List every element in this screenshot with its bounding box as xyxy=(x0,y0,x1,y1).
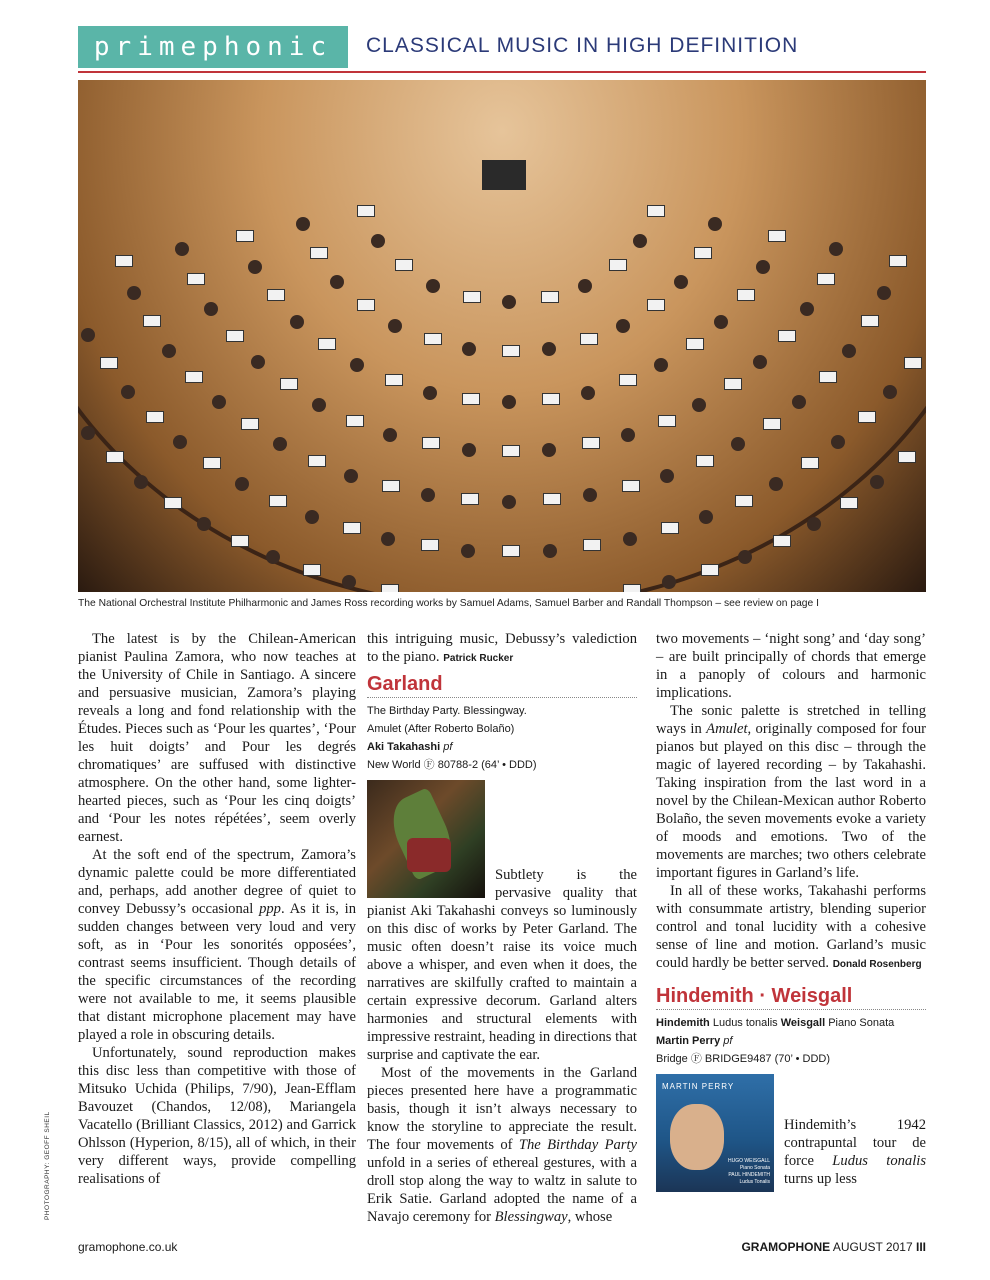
musician xyxy=(344,469,358,483)
musician xyxy=(197,517,211,531)
musician xyxy=(81,426,95,440)
musician xyxy=(330,275,344,289)
musician xyxy=(502,295,516,309)
music-stand xyxy=(768,230,786,242)
music-stand xyxy=(100,357,118,369)
music-stand xyxy=(308,455,326,467)
musician xyxy=(350,358,364,372)
music-stand xyxy=(385,374,403,386)
music-stand xyxy=(898,451,916,463)
music-stand xyxy=(502,445,520,457)
photo-caption: The National Orchestral Institute Philharmonic and James Ross recording works by Samuel Adams, Samuel Barber and Randall Thompson – see review on page I xyxy=(78,598,819,609)
music-stand xyxy=(241,418,259,430)
musician xyxy=(542,342,556,356)
musician xyxy=(714,315,728,329)
music-stand xyxy=(583,539,601,551)
column-3 xyxy=(656,630,926,1196)
primephonic-logo[interactable]: primephonic xyxy=(78,26,348,68)
musician xyxy=(162,344,176,358)
music-stand xyxy=(146,411,164,423)
music-stand xyxy=(424,333,442,345)
music-stand xyxy=(619,374,637,386)
musician xyxy=(829,242,843,256)
music-stand xyxy=(203,457,221,469)
musician xyxy=(883,385,897,399)
header-rule xyxy=(78,71,926,73)
musician xyxy=(461,544,475,558)
music-stand xyxy=(542,393,560,405)
music-stand xyxy=(737,289,755,301)
music-stand xyxy=(582,437,600,449)
musician xyxy=(127,286,141,300)
musician xyxy=(756,260,770,274)
paragraph: The latest is by the Chilean-American pianist Paulina Zamora, who now teaches at the University of Chile in Santiago. A sincere and persuasive musician, Zamora’s playing reveals a long and fond relationship with the Études. Pieces such as ‘Pour les quartes’, ‘Pour les huit doigts’ and Pour les degrés chromatiques’ are suffused with distinctive atmosphere. On the other hand, some lighter-hearted pieces, such as ‘Pour les cinq doigts’ and ‘Pour les notes répétées’, seem overly earnest. xyxy=(78,631,356,845)
music-stand xyxy=(164,497,182,509)
music-stand xyxy=(462,393,480,405)
musician xyxy=(578,279,592,293)
musician xyxy=(121,385,135,399)
music-stand xyxy=(773,535,791,547)
catalogue-info: New World Ⓕ 80788-2 (64’ • DDD) xyxy=(367,759,537,771)
musician xyxy=(423,386,437,400)
music-stand xyxy=(701,564,719,576)
orchestra-photo xyxy=(78,80,926,592)
album-cover-hindemith xyxy=(656,1074,774,1192)
musician xyxy=(581,386,595,400)
music-stand xyxy=(502,345,520,357)
musician xyxy=(616,319,630,333)
music-stand xyxy=(904,357,922,369)
column-2 xyxy=(367,630,637,1226)
music-stand xyxy=(231,535,249,547)
cover-subtitle: HUGO WEISGALL Piano Sonata PAUL HINDEMITH Ludus Tonalis xyxy=(728,1158,770,1185)
music-stand xyxy=(421,539,439,551)
music-stand xyxy=(840,497,858,509)
musician xyxy=(660,469,674,483)
music-stand xyxy=(661,522,679,534)
music-stand xyxy=(226,330,244,342)
musician xyxy=(305,510,319,524)
music-stand xyxy=(115,255,133,267)
music-stand xyxy=(267,289,285,301)
music-stand xyxy=(623,584,641,592)
paragraph: Most of the movements in the Garland pieces presented here have a programmatic basis, though it isn’t always necessary to know the storyline to appreciate the result. The four movements of The Birthday Party unfold in a series of ethereal gestures, with a droll stop along the way to waltz in salute to Erik Satie. Garland adopted the name of a Navajo ceremony for Blessingway, whose xyxy=(367,1065,637,1225)
musician xyxy=(388,319,402,333)
music-stand xyxy=(858,411,876,423)
music-stand xyxy=(106,451,124,463)
music-stand xyxy=(543,493,561,505)
music-stand xyxy=(303,564,321,576)
musician xyxy=(621,428,635,442)
conductor-podium xyxy=(482,160,526,190)
music-stand xyxy=(724,378,742,390)
musician xyxy=(312,398,326,412)
musician xyxy=(383,428,397,442)
music-stand xyxy=(735,495,753,507)
music-stand xyxy=(801,457,819,469)
performer: Martin Perry pf xyxy=(656,1035,733,1047)
music-stand xyxy=(187,273,205,285)
musician xyxy=(877,286,891,300)
music-stand xyxy=(696,455,714,467)
musician xyxy=(831,435,845,449)
musician xyxy=(674,275,688,289)
paragraph: this intriguing music, Debussy’s valediction to the piano. Patrick Rucker xyxy=(367,631,637,665)
cover-title: MARTIN PERRY xyxy=(662,1082,735,1091)
music-stand xyxy=(609,259,627,271)
musician xyxy=(807,517,821,531)
music-stand xyxy=(343,522,361,534)
musician xyxy=(699,510,713,524)
music-stand xyxy=(778,330,796,342)
footer-issue: GRAMOPHONE AUGUST 2017 III xyxy=(741,1240,926,1254)
performer: Aki Takahashi pf xyxy=(367,741,453,753)
paragraph: Unfortunately, sound reproduction makes this disc less than competitive with those of Mitsuko Uchida (Philips, 7/90), Jean-Efflam Bavouzet (Chandos, 12/08), Mariangela Vacatello (Brilliant Classics, 2012) and Garrick Ohlsson (Hyperion, 8/15), all of which, in their very different ways, provide compelling realisations of xyxy=(78,1045,356,1187)
stage-edge xyxy=(78,80,926,592)
musician xyxy=(462,443,476,457)
paragraph: Hindemith’s 1942 contrapuntal tour de force Ludus tonalis turns up less xyxy=(784,1117,926,1187)
paragraph: two movements – ‘night song’ and ‘day song’ – are built principally of chords that emerge in a panoply of colours and harmonic implications. xyxy=(656,631,926,701)
column-1 xyxy=(78,630,356,1188)
musician xyxy=(842,344,856,358)
reviewer-signature: Patrick Rucker xyxy=(443,653,514,664)
cover-label-art xyxy=(407,838,451,872)
music-stand xyxy=(658,415,676,427)
paragraph: The sonic palette is stretched in telling ways in Amulet, originally composed for four pianos but played on this disc – through the magic of layered recording – by Takahashi. Taking inspiration from the last word in a novel by the Chilean-Mexican author Roberto Bolaño, the seven movements evoke a variety of moods and emotions. Two of the movements are marches; two others celebrate important figures in Garland’s life. xyxy=(656,703,926,881)
paragraph: Subtlety is the pervasive quality that pianist Aki Takahashi conveys so luminously on this disc of works by Peter Garland. The music often doesn’t raise its voice much above a whisper, and even when it does, the narratives are skilfully crafted to maintain a certain expressive decorum. Garland alters harmonies and structural elements with impressive restraint, heading in directions that surprise and captivate the ear. xyxy=(367,867,637,1063)
musician xyxy=(251,355,265,369)
footer-website[interactable]: gramophone.co.uk xyxy=(78,1240,178,1254)
musician xyxy=(623,532,637,546)
music-stand xyxy=(580,333,598,345)
reviewer-signature: Donald Rosenberg xyxy=(832,959,922,970)
musician xyxy=(583,488,597,502)
music-stand xyxy=(763,418,781,430)
music-stand xyxy=(502,545,520,557)
musician xyxy=(342,575,356,589)
musician xyxy=(502,495,516,509)
music-stand xyxy=(346,415,364,427)
music-stand xyxy=(185,371,203,383)
album-cover-garland xyxy=(367,780,485,898)
music-stand xyxy=(889,255,907,267)
musician xyxy=(662,575,676,589)
musician xyxy=(134,475,148,489)
music-stand xyxy=(236,230,254,242)
music-stand xyxy=(686,338,704,350)
musician xyxy=(212,395,226,409)
music-stand xyxy=(463,291,481,303)
catalogue-info: Bridge Ⓕ BRIDGE9487 (70’ • DDD) xyxy=(656,1053,831,1065)
music-stand xyxy=(269,495,287,507)
music-stand xyxy=(318,338,336,350)
music-stand xyxy=(382,480,400,492)
musician xyxy=(633,234,647,248)
music-stand xyxy=(541,291,559,303)
music-stand xyxy=(395,259,413,271)
music-stand xyxy=(622,480,640,492)
music-stand xyxy=(422,437,440,449)
music-stand xyxy=(280,378,298,390)
page-header xyxy=(78,26,926,70)
work-list: Hindemith Ludus tonalis Weisgall Piano Sonata xyxy=(656,1017,895,1029)
musician xyxy=(708,217,722,231)
music-stand xyxy=(461,493,479,505)
music-stand xyxy=(381,584,399,592)
music-stand xyxy=(357,205,375,217)
work-list: Amulet (After Roberto Bolaño) xyxy=(367,723,515,735)
review-title-hindemith: Hindemith · Weisgall xyxy=(656,984,926,1010)
musician xyxy=(235,477,249,491)
musician xyxy=(173,435,187,449)
musician xyxy=(870,475,884,489)
music-stand xyxy=(861,315,879,327)
music-stand xyxy=(819,371,837,383)
music-stand xyxy=(647,205,665,217)
music-stand xyxy=(647,299,665,311)
musician xyxy=(502,395,516,409)
cover-portrait xyxy=(670,1104,724,1170)
music-stand xyxy=(310,247,328,259)
music-stand xyxy=(357,299,375,311)
review-title-garland: Garland xyxy=(367,672,637,698)
paragraph: In all of these works, Takahashi performs with consummate artistry, blending superior control and tonal lucidity with a cohesive sense of line and motion. Garland’s music could hardly be better served. Donald Rosenberg xyxy=(656,883,926,971)
work-list: The Birthday Party. Blessingway. xyxy=(367,705,527,717)
header-tagline: CLASSICAL MUSIC IN HIGH DEFINITION xyxy=(366,34,799,57)
musician xyxy=(800,302,814,316)
musician xyxy=(543,544,557,558)
music-stand xyxy=(817,273,835,285)
music-stand xyxy=(143,315,161,327)
photo-credit: PHOTOGRAPHY: GEOFF SHEIL xyxy=(44,1111,51,1220)
paragraph: At the soft end of the spectrum, Zamora’s dynamic palette could be more differentiated and, perhaps, add another degree of quiet to convey Debussy’s occasional ppp. As it is, in sudden changes between very loud and very soft, as in ‘Pour les sonorités opposées’, contrast seems insufficient. Though details of the specific circumstances of the recording were not available to me, it seems plausible that distant microphone placement may have played a role in obscuring details. xyxy=(78,847,356,1043)
music-stand xyxy=(694,247,712,259)
musician xyxy=(738,550,752,564)
